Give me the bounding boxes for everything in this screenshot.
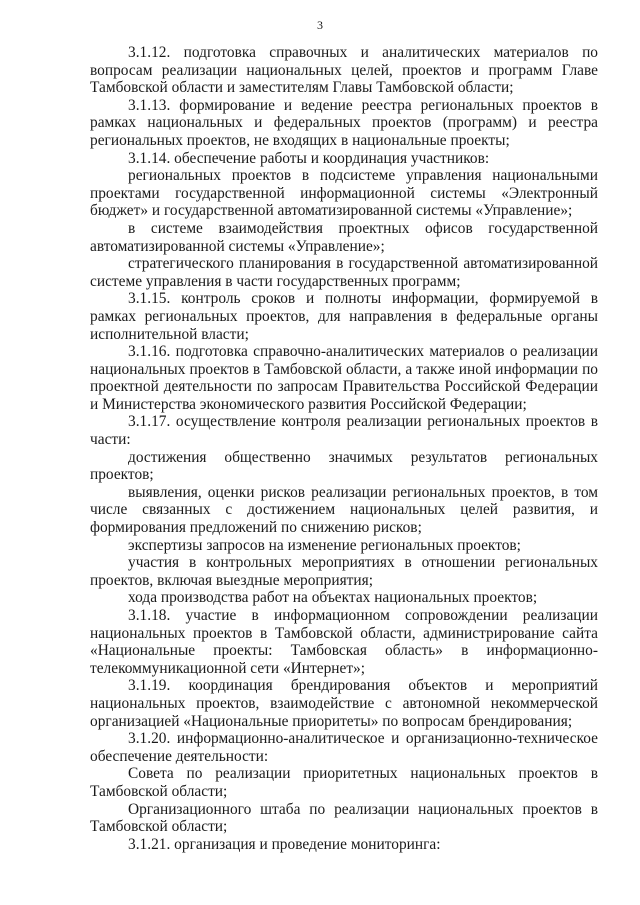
list-item: достижения общественно значимых результатов региональных проектов; — [90, 448, 598, 484]
paragraph-3-1-19: 3.1.19. координация брендирования объектов и мероприятий национальных проектов, взаимодействие с автономной некоммерческой организацией «Национальные приоритеты» по вопросам брендирования; — [90, 677, 598, 730]
list-item: региональных проектов в подсистеме управления национальными проектами государственной информационной системы «Электронный бюджет» и государственной автоматизированной системы «Управление»; — [90, 167, 598, 220]
list-item: Совета по реализации приоритетных национальных проектов в Тамбовской области; — [90, 765, 598, 800]
paragraph-3-1-12: 3.1.12. подготовка справочных и аналитических материалов по вопросам реализации национальных целей, проектов и программ Главе Тамбовской области и заместителям Главы Тамбовской области; — [90, 44, 598, 97]
paragraph-3-1-17: 3.1.17. осуществление контроля реализации региональных проектов в части: — [90, 413, 598, 449]
list-item: в системе взаимодействия проектных офисов государственной автоматизированной системы «Управление»; — [90, 219, 598, 255]
list-item: стратегического планирования в государственной автоматизированной системе управления в части государственных программ; — [90, 255, 598, 290]
page-number: 3 — [317, 18, 323, 32]
list-item: хода производства работ на объектах национальных проектов; — [128, 589, 538, 607]
paragraph-3-1-15: 3.1.15. контроль сроков и полноты информации, формируемой в рамках региональных проектов, для направления в федеральные органы исполнительной власти; — [90, 290, 598, 343]
list-item: Организационного штаба по реализации национальных проектов в Тамбовской области; — [90, 800, 598, 836]
paragraph-3-1-16: 3.1.16. подготовка справочно-аналитических материалов о реализации национальных проектов в Тамбовской области, а также иной информации по проектной деятельности по запросам Правительства Российской Федерации и Министерства экономического развития Российской Федерации; — [90, 343, 598, 413]
paragraph-3-1-18: 3.1.18. участие в информационном сопровождении реализации национальных проектов в Тамбовской области, администрирование сайта «Национальные проекты: Тамбовская область» в информационно-телекоммуникационной сети «Интернет»; — [90, 607, 598, 677]
paragraph-3-1-21: 3.1.21. организация и проведение мониторинга: — [128, 835, 441, 853]
list-item: выявления, оценки рисков реализации региональных проектов, в том числе связанных с достижением национальных целей развития, и формирования предложений по снижению рисков; — [90, 483, 598, 537]
paragraph-3-1-14: 3.1.14. обеспечение работы и координация участников: — [128, 149, 490, 167]
paragraph-3-1-13: 3.1.13. формирование и ведение реестра региональных проектов в рамках национальных и федеральных проектов (программ) и реестра региональных проектов, не входящих в национальные проекты; — [90, 96, 598, 149]
list-item: участия в контрольных мероприятиях в отношении региональных проектов, включая выездные мероприятия; — [90, 554, 598, 589]
paragraph-3-1-20: 3.1.20. информационно-аналитическое и организационно-техническое обеспечение деятельности: — [90, 730, 598, 765]
document-body — [90, 44, 598, 853]
list-item: экспертизы запросов на изменение региональных проектов; — [128, 536, 521, 554]
